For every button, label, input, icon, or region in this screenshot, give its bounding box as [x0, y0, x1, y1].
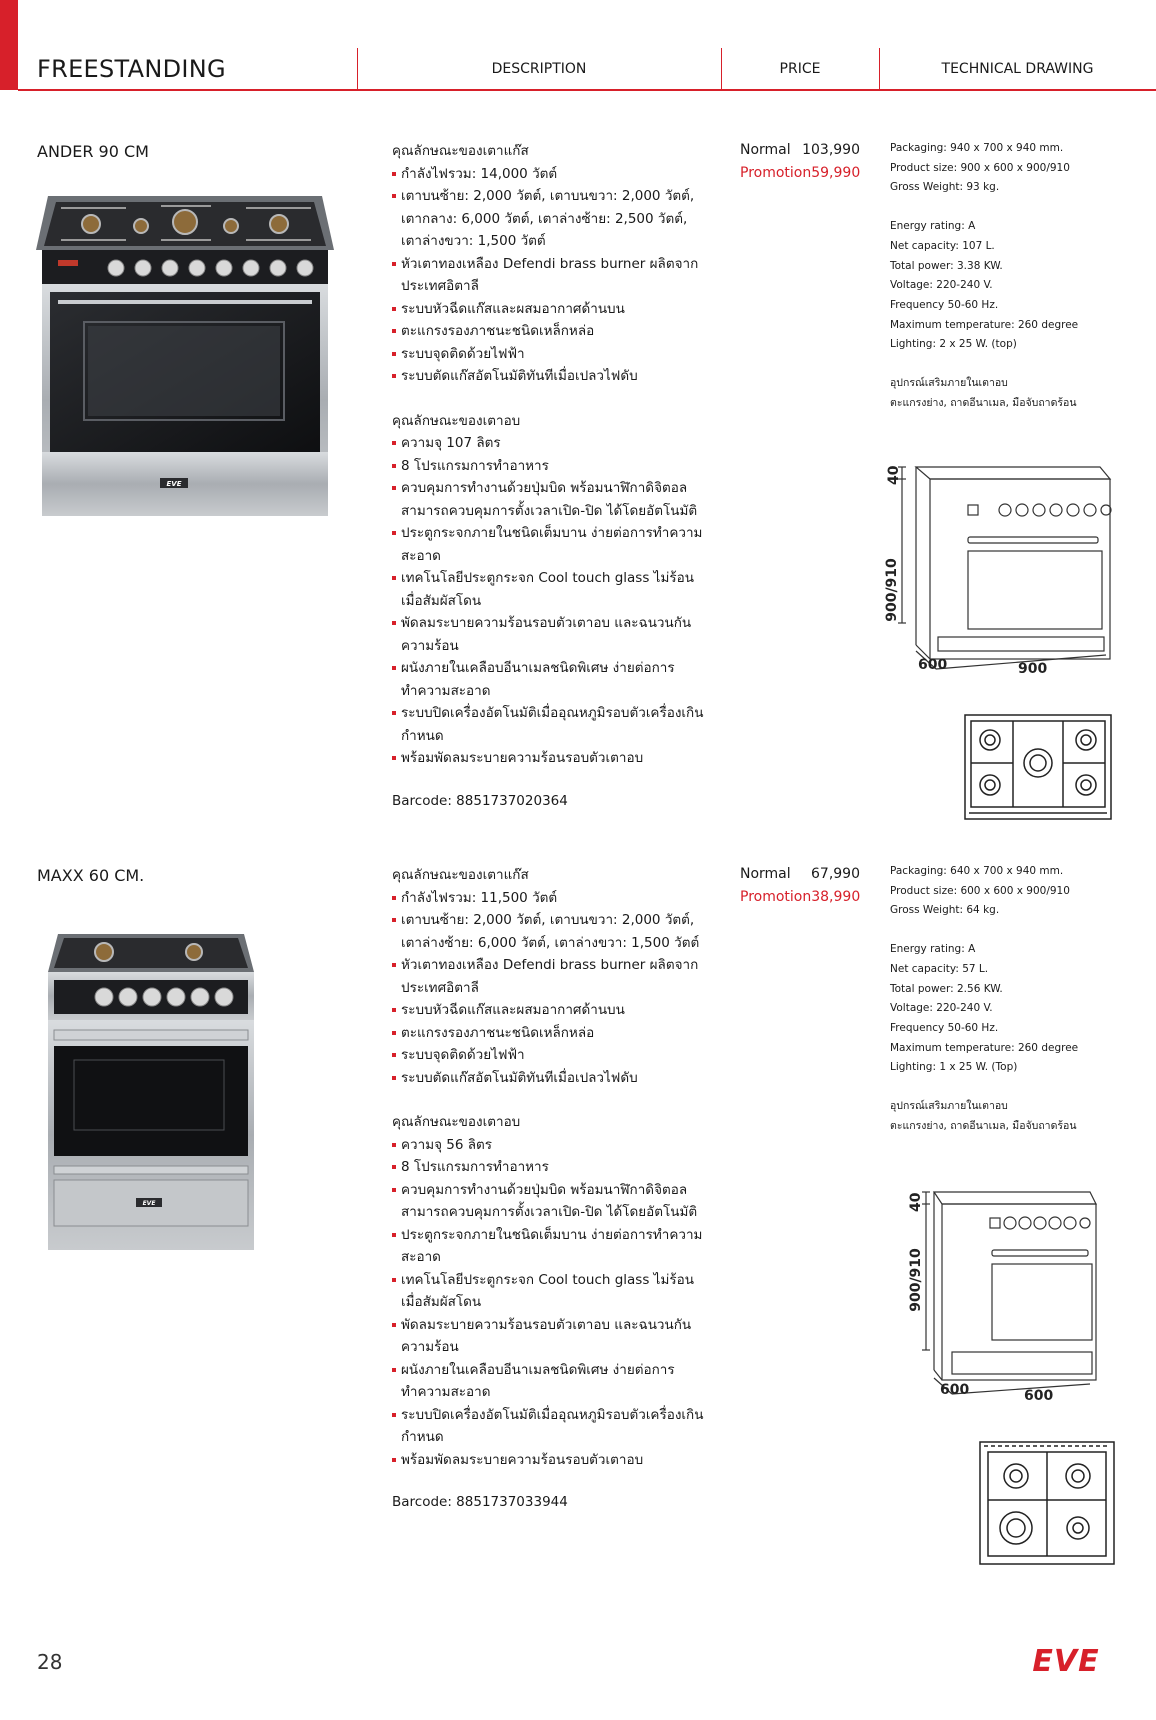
- spec-max-temperature: Maximum temperature: 260 degree: [890, 1041, 1079, 1054]
- spec-packaging: Packaging: 640 x 700 x 940 mm.: [890, 865, 1064, 877]
- spec-product-size: Product size: 900 x 600 x 900/910: [890, 161, 1070, 174]
- price-normal: 103,990: [802, 142, 860, 158]
- price-block: [740, 139, 860, 185]
- price-promotion-label: Promotion: [740, 165, 812, 181]
- price-normal-label: Normal: [740, 142, 791, 158]
- gas-feature-item: กำลังไฟรวม: 11,500 วัตต์: [392, 887, 712, 910]
- price-promotion: 59,990: [811, 165, 861, 181]
- spec-voltage: Voltage: 220-240 V.: [890, 279, 993, 292]
- oven-feature-item: ผนังภายในเคลือบอีนาเมลชนิดพิเศษ ง่ายต่อการทำความสะอาด: [392, 1359, 712, 1404]
- spec-frequency: Frequency 50-60 Hz.: [890, 298, 999, 311]
- gas-features-heading: คุณลักษณะของเตาแก๊ส: [392, 143, 529, 159]
- page-header: [0, 0, 1156, 91]
- gas-feature-item: ระบบหัวฉีดแก๊สและผสมอากาศด้านบน: [392, 999, 712, 1022]
- dimension-label-width: 900: [1018, 661, 1048, 677]
- spec-packaging: Packaging: 940 x 700 x 940 mm.: [890, 142, 1064, 154]
- gas-feature-item: ตะแกรงรองภาชนะชนิดเหล็กหล่อ: [392, 320, 712, 343]
- oven-feature-item: ควบคุมการทำงานด้วยปุ่มบิด พร้อมนาฬิกาดิจิตอล สามารถควบคุมการตั้งเวลาเปิด-ปิด ได้โดยอัตโนมัติ: [392, 477, 712, 522]
- spec-energy: Energy rating: A: [890, 943, 976, 956]
- oven-feature-item: 8 โปรแกรมการทำอาหาร: [392, 1156, 712, 1179]
- svg-text:EVE: EVE: [1032, 1644, 1100, 1676]
- barcode: Barcode: 8851737033944: [392, 1494, 568, 1510]
- gas-feature-item: เตาบนซ้าย: 2,000 วัตต์, เตาบนขวา: 2,000 วัตต์, เตากลาง: 6,000 วัตต์, เตาล่างซ้าย: 2,500 วัตต์, เตาล่างขวา: 1,500 วัตต์: [392, 185, 712, 253]
- spec-voltage: Voltage: 220-240 V.: [890, 1002, 993, 1015]
- bullet-icon: [392, 1053, 396, 1057]
- gas-feature-item: ระบบจุดติดด้วยไฟฟ้า: [392, 343, 712, 366]
- oven-feature-item: ประตูกระจกภายในชนิดเต็มบาน ง่ายต่อการทำความสะอาด: [392, 1224, 712, 1269]
- gas-feature-item: หัวเตาทองเหลือง Defendi brass burner ผลิตจากประเทศอิตาลี: [392, 253, 712, 298]
- bullet-icon: [392, 756, 396, 760]
- oven-feature-item: ระบบปิดเครื่องอัตโนมัติเมื่ออุณหภูมิรอบตัวเครื่องเกินกำหนด: [392, 702, 712, 747]
- bullet-icon: [392, 666, 396, 670]
- gas-feature-item: ระบบหัวฉีดแก๊สและผสมอากาศด้านบน: [392, 298, 712, 321]
- appliance-logo: EVE: [166, 480, 182, 488]
- spec-product-size: Product size: 600 x 600 x 900/910: [890, 884, 1070, 897]
- oven-features-heading: คุณลักษณะของเตาอบ: [392, 412, 521, 429]
- bullet-icon: [392, 464, 396, 468]
- page-number: 28: [37, 1650, 63, 1674]
- spec-capacity: Net capacity: 107 L.: [890, 239, 995, 252]
- bullet-icon: [392, 374, 396, 378]
- oven-feature-item: พัดลมระบายความร้อนรอบตัวเตาอบ และฉนวนกันความร้อน: [392, 1314, 712, 1359]
- bullet-icon: [392, 1368, 396, 1372]
- accessories-heading: อุปกรณ์เสริมภายในเตาอบ: [890, 1100, 1008, 1113]
- gas-feature-item: หัวเตาทองเหลือง Defendi brass burner ผลิตจากประเทศอิตาลี: [392, 954, 712, 999]
- dimension-label-depth: 600: [918, 657, 948, 673]
- oven-feature-item: พร้อมพัดลมระบายความร้อนรอบตัวเตาอบ: [392, 1449, 712, 1472]
- dimension-label-depth: 600: [940, 1382, 970, 1398]
- bullet-icon: [392, 1031, 396, 1035]
- bullet-icon: [392, 621, 396, 625]
- oven-feature-item: พร้อมพัดลมระบายความร้อนรอบตัวเตาอบ: [392, 747, 712, 770]
- spec-lighting: Lighting: 1 x 25 W. (Top): [890, 1061, 1018, 1074]
- bullet-icon: [392, 918, 396, 922]
- bullet-icon: [392, 711, 396, 715]
- bullet-icon: [392, 307, 396, 311]
- oven-feature-item: เทคโนโลยีประตูกระจก Cool touch glass ไม่ร้อนเมื่อสัมผัสโดน: [392, 1269, 712, 1314]
- oven-feature-item: ควบคุมการทำงานด้วยปุ่มบิด พร้อมนาฬิกาดิจิตอล สามารถควบคุมการตั้งเวลาเปิด-ปิด ได้โดยอัตโนมัติ: [392, 1179, 712, 1224]
- bullet-icon: [392, 1143, 396, 1147]
- gas-feature-item: กำลังไฟรวม: 14,000 วัตต์: [392, 163, 712, 186]
- bullet-icon: [392, 1008, 396, 1012]
- price-normal: 67,990: [811, 866, 860, 882]
- spec-block: [890, 139, 1150, 413]
- bullet-icon: [392, 531, 396, 535]
- bullet-icon: [392, 441, 396, 445]
- price-normal-label: Normal: [740, 866, 791, 882]
- gas-feature-item: ระบบตัดแก๊สอัตโนมัติทันทีเมื่อเปลวไฟดับ: [392, 365, 712, 388]
- bullet-icon: [392, 576, 396, 580]
- oven-feature-item: ผนังภายในเคลือบอีนาเมลชนิดพิเศษ ง่ายต่อการทำความสะอาด: [392, 657, 712, 702]
- product-name: ANDER 90 CM: [37, 142, 149, 161]
- gas-feature-item: ระบบตัดแก๊สอัตโนมัติทันทีเมื่อเปลวไฟดับ: [392, 1067, 712, 1090]
- oven-feature-item: ความจุ 56 ลิตร: [392, 1134, 712, 1157]
- gas-feature-item: ระบบจุดติดด้วยไฟฟ้า: [392, 1044, 712, 1067]
- column-header-price: PRICE: [779, 61, 821, 77]
- technical-drawing-front-ander-90: [880, 455, 1120, 690]
- bullet-icon: [392, 963, 396, 967]
- accessories: ตะแกรงย่าง, ถาดอีนาเมล, มือจับถาดร้อน: [890, 396, 1077, 409]
- spec-frequency: Frequency 50-60 Hz.: [890, 1021, 999, 1034]
- technical-drawing-top-ander-90: [963, 713, 1113, 821]
- bullet-icon: [392, 1188, 396, 1192]
- oven-features-heading: คุณลักษณะของเตาอบ: [392, 1114, 521, 1130]
- bullet-icon: [392, 486, 396, 490]
- product-photo-ander-90: [36, 188, 334, 516]
- spec-power: Total power: 2.56 KW.: [890, 982, 1003, 995]
- oven-feature-item: เทคโนโลยีประตูกระจก Cool touch glass ไม่ร้อนเมื่อสัมผัสโดน: [392, 567, 712, 612]
- oven-feature-item: พัดลมระบายความร้อนรอบตัวเตาอบ และฉนวนกันความร้อน: [392, 612, 712, 657]
- bullet-icon: [392, 1458, 396, 1462]
- bullet-icon: [392, 1076, 396, 1080]
- dimension-label-top: 40: [886, 465, 902, 485]
- bullet-icon: [392, 172, 396, 176]
- spec-power: Total power: 3.38 KW.: [890, 259, 1003, 272]
- product-name: MAXX 60 CM.: [37, 866, 145, 885]
- barcode: Barcode: 8851737020364: [392, 793, 568, 809]
- dimension-label-height: 900/910: [884, 558, 900, 622]
- bullet-icon: [392, 194, 396, 198]
- accessories-heading: อุปกรณ์เสริมภายในเตาอบ: [890, 377, 1008, 390]
- price-promotion: 38,990: [811, 889, 861, 905]
- dimension-label-width: 600: [1024, 1388, 1054, 1404]
- oven-feature-item: ระบบปิดเครื่องอัตโนมัติเมื่ออุณหภูมิรอบตัวเครื่องเกินกำหนด: [392, 1404, 712, 1449]
- spec-lighting: Lighting: 2 x 25 W. (top): [890, 338, 1017, 351]
- technical-drawing-top-maxx-60: [978, 1440, 1116, 1566]
- price-block: [740, 863, 860, 909]
- bullet-icon: [392, 1165, 396, 1169]
- oven-feature-item: ความจุ 107 ลิตร: [392, 432, 712, 455]
- bullet-icon: [392, 896, 396, 900]
- bullet-icon: [392, 352, 396, 356]
- dimension-label-height: 900/910: [908, 1248, 924, 1312]
- gas-feature-item: เตาบนซ้าย: 2,000 วัตต์, เตาบนขวา: 2,000 วัตต์, เตาล่างซ้าย: 6,000 วัตต์, เตาล่างขวา: 1,500 วัตต์: [392, 909, 712, 954]
- spec-capacity: Net capacity: 57 L.: [890, 962, 989, 975]
- product-photo-maxx-60: [44, 930, 258, 1250]
- gas-features-heading: คุณลักษณะของเตาแก๊ส: [392, 867, 529, 883]
- bullet-icon: [392, 329, 396, 333]
- accessories: ตะแกรงย่าง, ถาดอีนาเมล, มือจับถาดร้อน: [890, 1119, 1077, 1132]
- bullet-icon: [392, 1323, 396, 1327]
- column-header-description: DESCRIPTION: [491, 61, 587, 77]
- page-title: FREESTANDING: [37, 55, 226, 83]
- appliance-logo: EVE: [142, 1200, 156, 1207]
- gas-feature-item: ตะแกรงรองภาชนะชนิดเหล็กหล่อ: [392, 1022, 712, 1045]
- spec-energy: Energy rating: A: [890, 220, 976, 233]
- bullet-icon: [392, 1233, 396, 1237]
- spec-weight: Gross Weight: 64 kg.: [890, 904, 1000, 917]
- bullet-icon: [392, 1278, 396, 1282]
- description-block: [392, 864, 712, 1471]
- spec-weight: Gross Weight: 93 kg.: [890, 181, 1000, 194]
- eve-logo: [1020, 1644, 1112, 1676]
- header-rule: [18, 89, 1156, 91]
- spec-max-temperature: Maximum temperature: 260 degree: [890, 318, 1079, 331]
- bullet-icon: [392, 262, 396, 266]
- description-block: [392, 140, 712, 770]
- spec-block: [890, 862, 1150, 1136]
- technical-drawing-front-maxx-60: [900, 1180, 1100, 1420]
- price-promotion-label: Promotion: [740, 889, 812, 905]
- oven-feature-item: ประตูกระจกภายในชนิดเต็มบาน ง่ายต่อการทำความสะอาด: [392, 522, 712, 567]
- column-header-technical-drawing: TECHNICAL DRAWING: [941, 61, 1094, 77]
- bullet-icon: [392, 1413, 396, 1417]
- dimension-label-top: 40: [908, 1192, 924, 1212]
- oven-feature-item: 8 โปรแกรมการทำอาหาร: [392, 455, 712, 478]
